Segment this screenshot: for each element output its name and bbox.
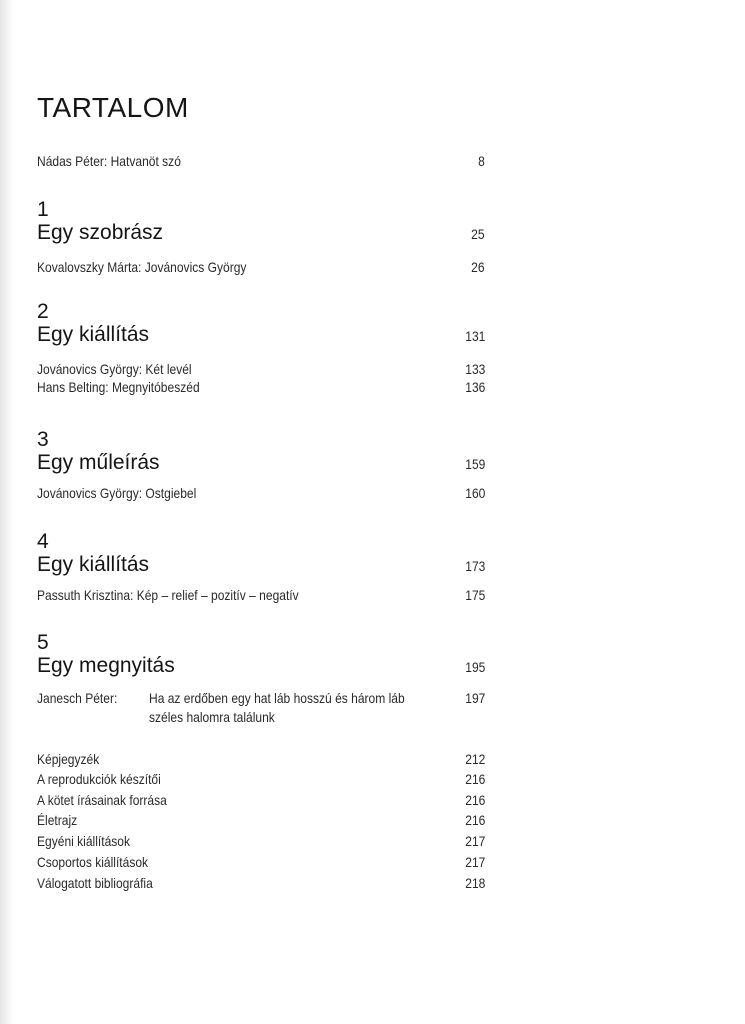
section-number: 5 [37, 631, 49, 654]
toc-entry-page: 160 [464, 485, 485, 501]
toc-entry-page: 218 [464, 875, 485, 891]
appendix-entry[interactable] [37, 791, 485, 809]
section-page: 25 [471, 226, 485, 242]
page-binding-shadow [0, 0, 14, 1024]
toc-entry-page: 175 [464, 587, 485, 603]
toc-entry[interactable] [37, 360, 485, 378]
toc-entry[interactable] [37, 586, 485, 604]
toc-entry-title: Ha az erdőben egy hat láb hosszú és három láb széles halomra találunk [149, 690, 405, 725]
section-number: 1 [37, 198, 49, 221]
toc-entry-page: 197 [464, 690, 485, 706]
toc-entry-title: Egyéni kiállítások [37, 833, 131, 849]
section-title[interactable]: Egy kiállítás 173 [37, 553, 485, 576]
toc-entry-page: 133 [464, 361, 485, 377]
toc-entry[interactable] [37, 258, 485, 276]
section-page: 173 [464, 558, 485, 574]
toc-entry-page: 217 [464, 854, 485, 870]
toc-entry-page: 8 [478, 153, 485, 169]
toc-entry-title: Csoportos kiállítások [37, 854, 149, 870]
toc-entry-title: Kovalovszky Márta: Jovánovics György [37, 259, 247, 275]
toc-entry-intro[interactable] [37, 152, 485, 170]
page-title: TARTALOM [37, 92, 189, 123]
toc-entry-author: Janesch Péter: [37, 690, 118, 706]
section-page: 159 [464, 456, 485, 472]
section-title[interactable]: Egy műleírás 159 [37, 451, 485, 474]
toc-entry-title: A reprodukciók készítői [37, 771, 161, 787]
section-title[interactable]: Egy szobrász 25 [37, 221, 485, 244]
section-page: 131 [464, 328, 485, 344]
toc-entry-title: A kötet írásainak forrása [37, 792, 167, 808]
appendix-entry[interactable] [37, 770, 485, 788]
appendix-entry[interactable] [37, 832, 485, 850]
appendix-entry[interactable] [37, 853, 485, 871]
toc-entry-page: 216 [464, 812, 485, 828]
toc-entry-title: Hans Belting: Megnyitóbeszéd [37, 379, 200, 395]
section-title[interactable]: Egy kiállítás 131 [37, 323, 485, 346]
toc-entry-title: Válogatott bibliográfia [37, 875, 153, 891]
section-number: 4 [37, 530, 49, 553]
toc-entry-page: 216 [464, 771, 485, 787]
appendix-entry[interactable] [37, 811, 485, 829]
section-number: 3 [37, 428, 49, 451]
toc-entry[interactable] [37, 378, 485, 396]
toc-entry[interactable] [37, 484, 485, 502]
section-number: 2 [37, 300, 49, 323]
appendix-entry[interactable] [37, 874, 485, 892]
toc-entry-page: 26 [471, 259, 485, 275]
section-title[interactable]: Egy megnyitás 195 [37, 654, 485, 677]
toc-entry-title: Nádas Péter: Hatvanöt szó [37, 153, 181, 169]
toc-entry-title: Jovánovics György: Ostgiebel [37, 485, 197, 501]
toc-entry-title: Képjegyzék [37, 751, 100, 767]
toc-entry-page: 216 [464, 792, 485, 808]
toc-entry-title: Passuth Krisztina: Kép – relief – pozitív – negatív [37, 587, 299, 603]
toc-entry-page: 217 [464, 833, 485, 849]
appendix-entry[interactable] [37, 750, 485, 768]
toc-entry-multiline[interactable] [37, 689, 485, 729]
toc-entry-title: Életrajz [37, 812, 78, 828]
section-page: 195 [464, 659, 485, 675]
toc-entry-title: Jovánovics György: Két levél [37, 361, 192, 377]
toc-entry-page: 212 [464, 751, 485, 767]
toc-entry-page: 136 [464, 379, 485, 395]
